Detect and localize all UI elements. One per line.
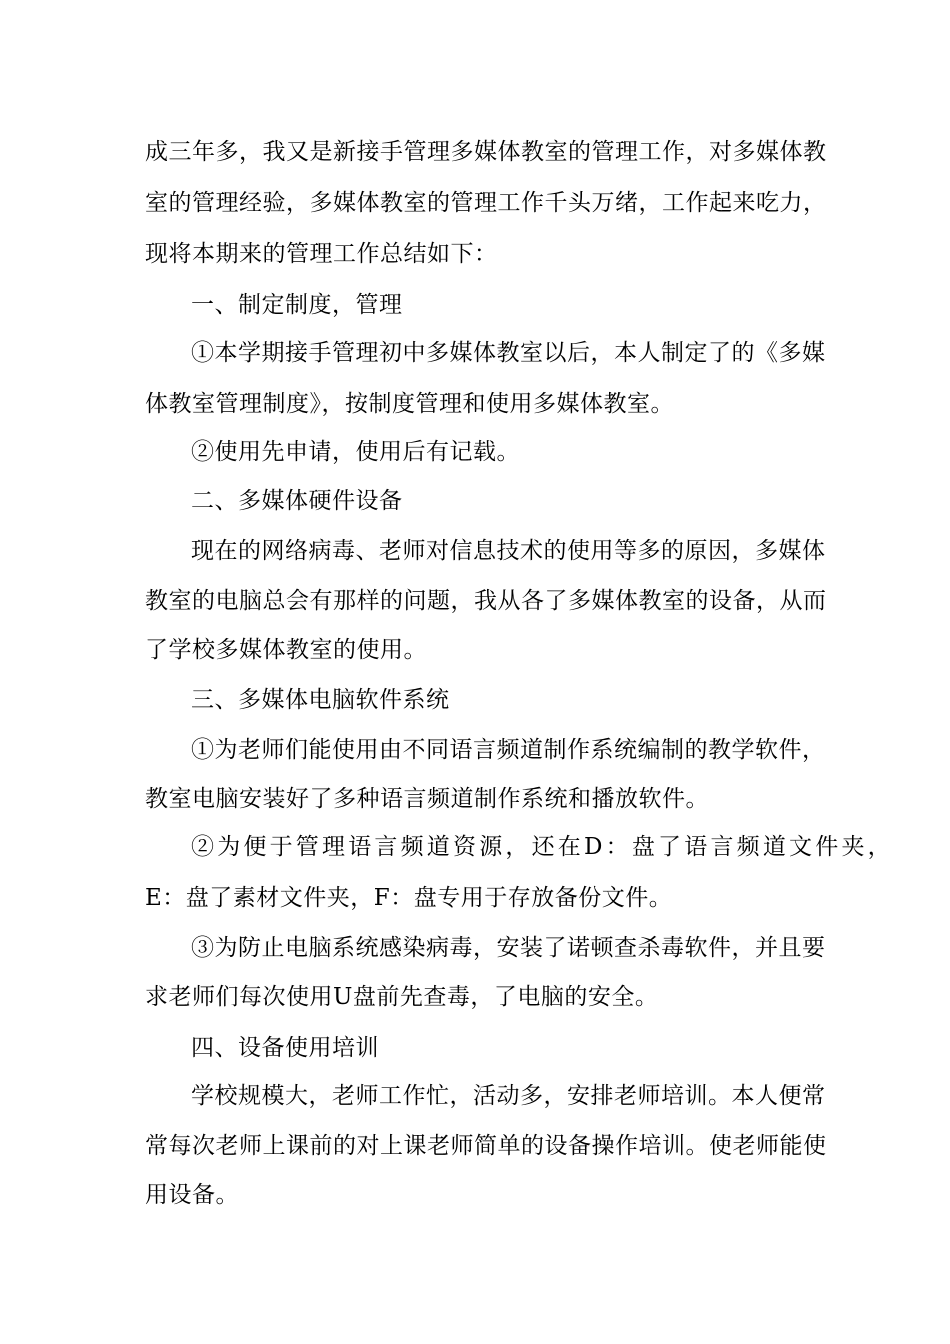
section-heading-2: 二、多媒体硬件设备: [191, 488, 403, 514]
paragraph-7-line-1: ③为防止电脑系统感染病毒，安装了诺顿查杀毒软件，并且要: [191, 935, 826, 961]
paragraph-4-line-1: 现在的网络病毒、老师对信息技术的使用等多的原因，多媒体: [191, 538, 826, 564]
paragraph-8-line-2: 常每次老师上课前的对上课老师简单的设备操作培训。使老师能使: [145, 1133, 827, 1159]
paragraph-6-line-1: ②为便于管理语言频道资源，还在D：盘了语言频道文件夹，: [191, 834, 894, 860]
paragraph-2-line-1: ①本学期接手管理初中多媒体教室以后，本人制定了的《多媒: [191, 340, 826, 366]
paragraph-2-line-2: 体教室管理制度》，按制度管理和使用多媒体教室。: [145, 391, 674, 417]
paragraph-8-line-3: 用设备。: [145, 1182, 239, 1208]
paragraph-8-line-1: 学校规模大，老师工作忙，活动多，安排老师培训。本人便常: [191, 1083, 826, 1109]
paragraph-3-line-1: ②使用先申请，使用后有记载。: [191, 439, 520, 465]
paragraph-5-line-1: ①为老师们能使用由不同语言频道制作系统编制的教学软件，: [191, 737, 826, 763]
section-heading-3: 三、多媒体电脑软件系统: [191, 687, 450, 713]
paragraph-1-line-1: 成三年多，我又是新接手管理多媒体教室的管理工作，对多媒体教: [145, 139, 827, 165]
paragraph-4-line-2: 教室的电脑总会有那样的问题，我从各了多媒体教室的设备，从而: [145, 588, 827, 614]
paragraph-6-line-2: E：盘了素材文件夹，F：盘专用于存放备份文件。: [145, 885, 673, 911]
section-heading-4: 四、设备使用培训: [191, 1035, 379, 1061]
paragraph-7-line-2: 求老师们每次使用U盘前先查毒，了电脑的安全。: [145, 984, 659, 1010]
paragraph-1-line-3: 现将本期来的管理工作总结如下：: [145, 241, 498, 267]
section-heading-1: 一、制定制度，管理: [191, 292, 403, 318]
paragraph-4-line-3: 了学校多媒体教室的使用。: [145, 637, 427, 663]
paragraph-5-line-2: 教室电脑安装好了多种语言频道制作系统和播放软件。: [145, 786, 709, 812]
paragraph-1-line-2: 室的管理经验，多媒体教室的管理工作千头万绪，工作起来吃力，: [145, 190, 827, 216]
